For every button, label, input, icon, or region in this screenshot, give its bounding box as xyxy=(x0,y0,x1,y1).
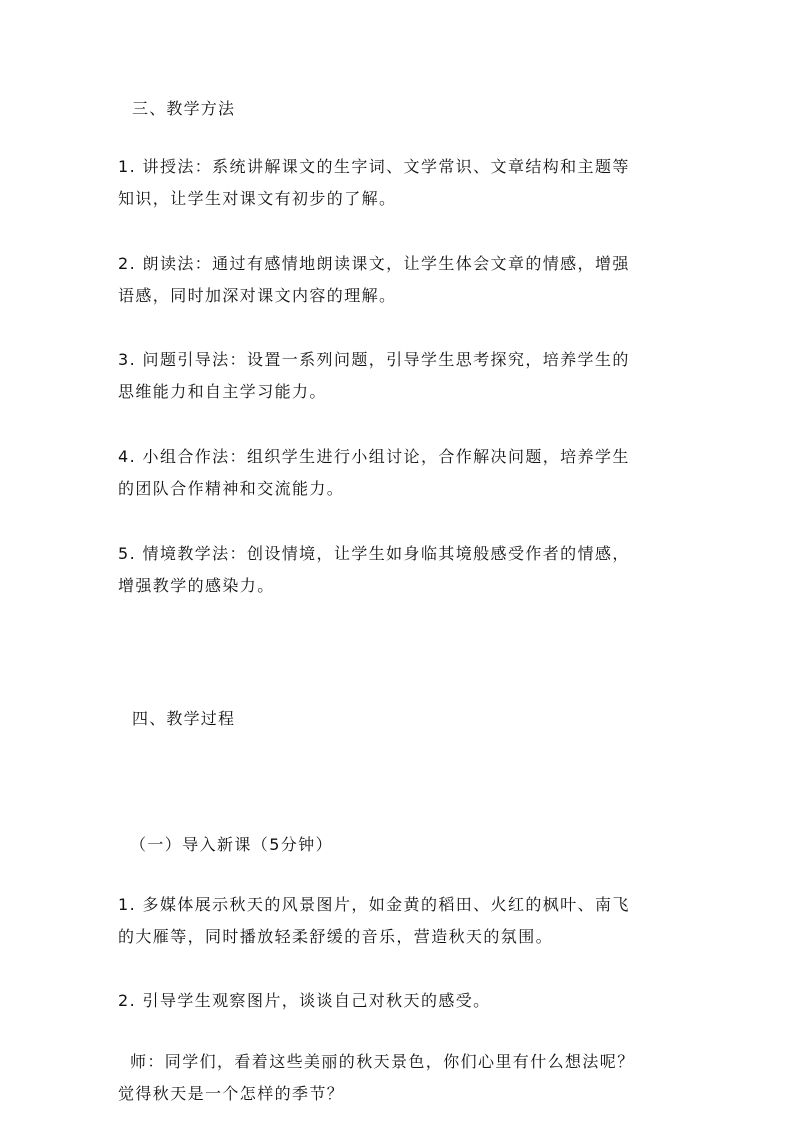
method-item-4-line-1: 4. 小组合作法：组织学生进行小组讨论，合作解决问题，培养学生 xyxy=(118,447,630,466)
method-item-2-line-1: 2. 朗读法：通过有感情地朗读课文，让学生体会文章的情感，增强 xyxy=(118,254,630,273)
method-item-5-line-2: 增强教学的感染力。 xyxy=(118,576,275,595)
section-heading-teaching-methods: 三、教学方法 xyxy=(132,99,236,118)
process-item-1-line-2: 的大雁等，同时播放轻柔舒缓的音乐，营造秋天的氛围。 xyxy=(118,927,554,946)
method-item-5-line-1: 5. 情境教学法：创设情境，让学生如身临其境般感受作者的情感， xyxy=(118,544,630,563)
method-item-2-line-2: 语感，同时加深对课文内容的理解。 xyxy=(118,286,397,305)
method-item-1-line-2: 知识，让学生对课文有初步的了解。 xyxy=(118,189,397,208)
method-item-3-line-1: 3. 问题引导法：设置一系列问题，引导学生思考探究，培养学生的 xyxy=(118,350,630,369)
teacher-dialogue-line-1: 师：同学们，看着这些美丽的秋天景色，你们心里有什么想法呢？ xyxy=(130,1052,635,1071)
teacher-dialogue-line-2: 觉得秋天是一个怎样的季节？ xyxy=(118,1084,345,1103)
method-item-3-line-2: 思维能力和自主学习能力。 xyxy=(118,382,327,401)
process-item-1-line-1: 1. 多媒体展示秋天的风景图片，如金黄的稻田、火红的枫叶、南飞 xyxy=(118,895,630,914)
method-item-4-line-2: 的团队合作精神和交流能力。 xyxy=(118,479,345,498)
method-item-1-line-1: 1. 讲授法：系统讲解课文的生字词、文学常识、文章结构和主题等 xyxy=(118,157,630,176)
process-item-2-line-1: 2. 引导学生观察图片，谈谈自己对秋天的感受。 xyxy=(118,991,491,1010)
subsection-heading-intro: （一）导入新课（5分钟） xyxy=(130,835,333,854)
section-heading-teaching-process: 四、教学过程 xyxy=(132,709,236,728)
